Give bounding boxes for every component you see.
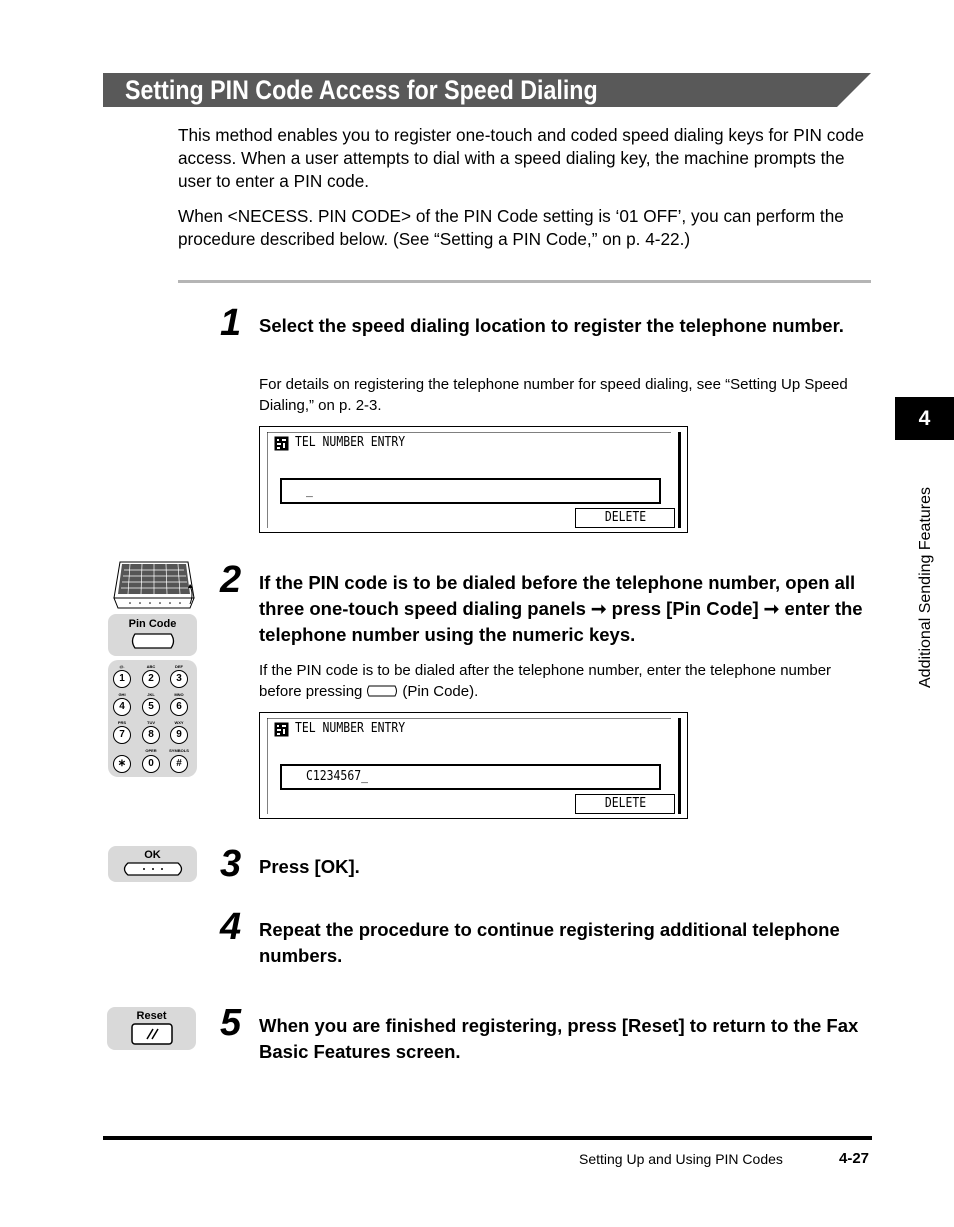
step-4-heading: Repeat the procedure to continue registering additional telephone numbers. (259, 919, 840, 966)
delete-button[interactable] (575, 508, 675, 528)
page-number: 4-27 (839, 1150, 870, 1167)
key-3[interactable]: 3 (170, 670, 188, 688)
key-1[interactable]: 1 (113, 670, 131, 688)
key-1-letters: @. (119, 664, 125, 669)
key-0-letters: OPER (145, 748, 157, 753)
step-number-4: 4 (220, 906, 242, 948)
intro-paragraph-1: This method enables you to register one-touch and coded speed dialing keys for PIN code access. When a user attempts to dial with a speed dialing key, the machine prompts the user to enter a PIN code. (178, 125, 865, 191)
step-2-heading: If the PIN code is to be dialed before the telephone number, open all three one-touch speed dialing panels ➞ press [Pin Code] ➞ enter the telephone number using the numeric keys. (259, 572, 863, 645)
ok-key[interactable] (108, 846, 197, 882)
ok-button-icon (120, 861, 186, 877)
key-5-letters: JKL (147, 692, 155, 697)
step-number-3: 3 (220, 843, 242, 885)
step-number-2: 2 (220, 559, 242, 601)
lcd-screen-2 (259, 712, 688, 819)
key-8-letters: TUV (147, 720, 155, 725)
reset-key[interactable] (107, 1007, 196, 1050)
numeric-keypad (108, 660, 197, 777)
fax-icon (274, 436, 289, 451)
step-3-heading: Press [OK]. (259, 856, 360, 877)
tel-number-field[interactable] (280, 478, 661, 504)
key-5[interactable]: 5 (142, 698, 160, 716)
fax-icon (274, 722, 289, 737)
lcd-screen-1 (259, 426, 688, 533)
delete-button[interactable] (575, 794, 675, 814)
key-7-letters: PRS (117, 720, 127, 725)
step-number-1: 1 (220, 302, 242, 344)
key-0[interactable]: 0 (142, 755, 160, 773)
step-number-5: 5 (220, 1002, 242, 1044)
tel-number-value: _ (306, 483, 313, 498)
key-2-letters: ABC (146, 664, 156, 669)
key-8[interactable]: 8 (142, 726, 160, 744)
step-5-heading: When you are finished registering, press [Reset] to return to the Fax Basic Features screen. (259, 1015, 859, 1062)
page-title: Setting PIN Code Access for Speed Dialing (125, 75, 598, 105)
section-title-bar (103, 73, 871, 107)
ok-key-label: OK (144, 849, 161, 861)
tel-number-field[interactable] (280, 764, 661, 790)
lcd-shadow (678, 718, 681, 814)
tel-number-value: C1234567_ (306, 769, 368, 784)
key-9-letters: WXY (174, 720, 184, 725)
key-9[interactable]: 9 (170, 726, 188, 744)
footer-section-title: Setting Up and Using PIN Codes (579, 1151, 783, 1167)
key-6[interactable]: 6 (170, 698, 188, 716)
pin-code-inline-icon (365, 685, 399, 697)
reset-key-label: Reset (136, 1010, 167, 1022)
reset-icon (131, 1023, 173, 1045)
key-2[interactable]: 2 (142, 670, 160, 688)
pin-code-button-icon (129, 632, 177, 650)
section-divider (178, 280, 871, 283)
delete-button-label: DELETE (604, 796, 646, 811)
key-4-letters: GHI (118, 692, 126, 697)
step-2-note-before: If the PIN code is to be dialed after the telephone number, enter the telephone number before pressing (259, 662, 832, 700)
lcd-shadow (678, 432, 681, 528)
key-7[interactable]: 7 (113, 726, 131, 744)
lcd-title: TEL NUMBER ENTRY (295, 721, 406, 736)
step-1-heading: Select the speed dialing location to register the telephone number. (259, 315, 844, 336)
chapter-tab: 4 (895, 397, 954, 440)
key-star[interactable]: ∗ (113, 755, 131, 773)
lcd-title: TEL NUMBER ENTRY (295, 435, 406, 450)
intro-paragraph-2: When <NECESS. PIN CODE> of the PIN Code setting is ‘01 OFF’, you can perform the procedure described below. (See “Setting a PIN Code,” on p. 4-22.) (178, 206, 844, 249)
key-3-letters: DEF (175, 664, 183, 669)
key-hash-letters: SYMBOLS (169, 748, 189, 753)
key-6-letters: MNO (174, 692, 184, 697)
delete-button-label: DELETE (604, 510, 646, 525)
chapter-side-label: Additional Sending Features (917, 486, 934, 688)
step-1-note: For details on registering the telephone number for speed dialing, see “Setting Up Speed Dialing,” on p. 2-3. (259, 376, 848, 414)
key-4[interactable]: 4 (113, 698, 131, 716)
step-2-note-after: (Pin Code). (402, 683, 479, 700)
one-touch-panels-icon (110, 558, 195, 610)
step-2-note (259, 660, 869, 702)
footer-rule (103, 1136, 872, 1140)
key-hash[interactable]: # (170, 755, 188, 773)
pin-code-key[interactable] (108, 614, 197, 656)
pin-code-key-label: Pin Code (128, 618, 177, 630)
